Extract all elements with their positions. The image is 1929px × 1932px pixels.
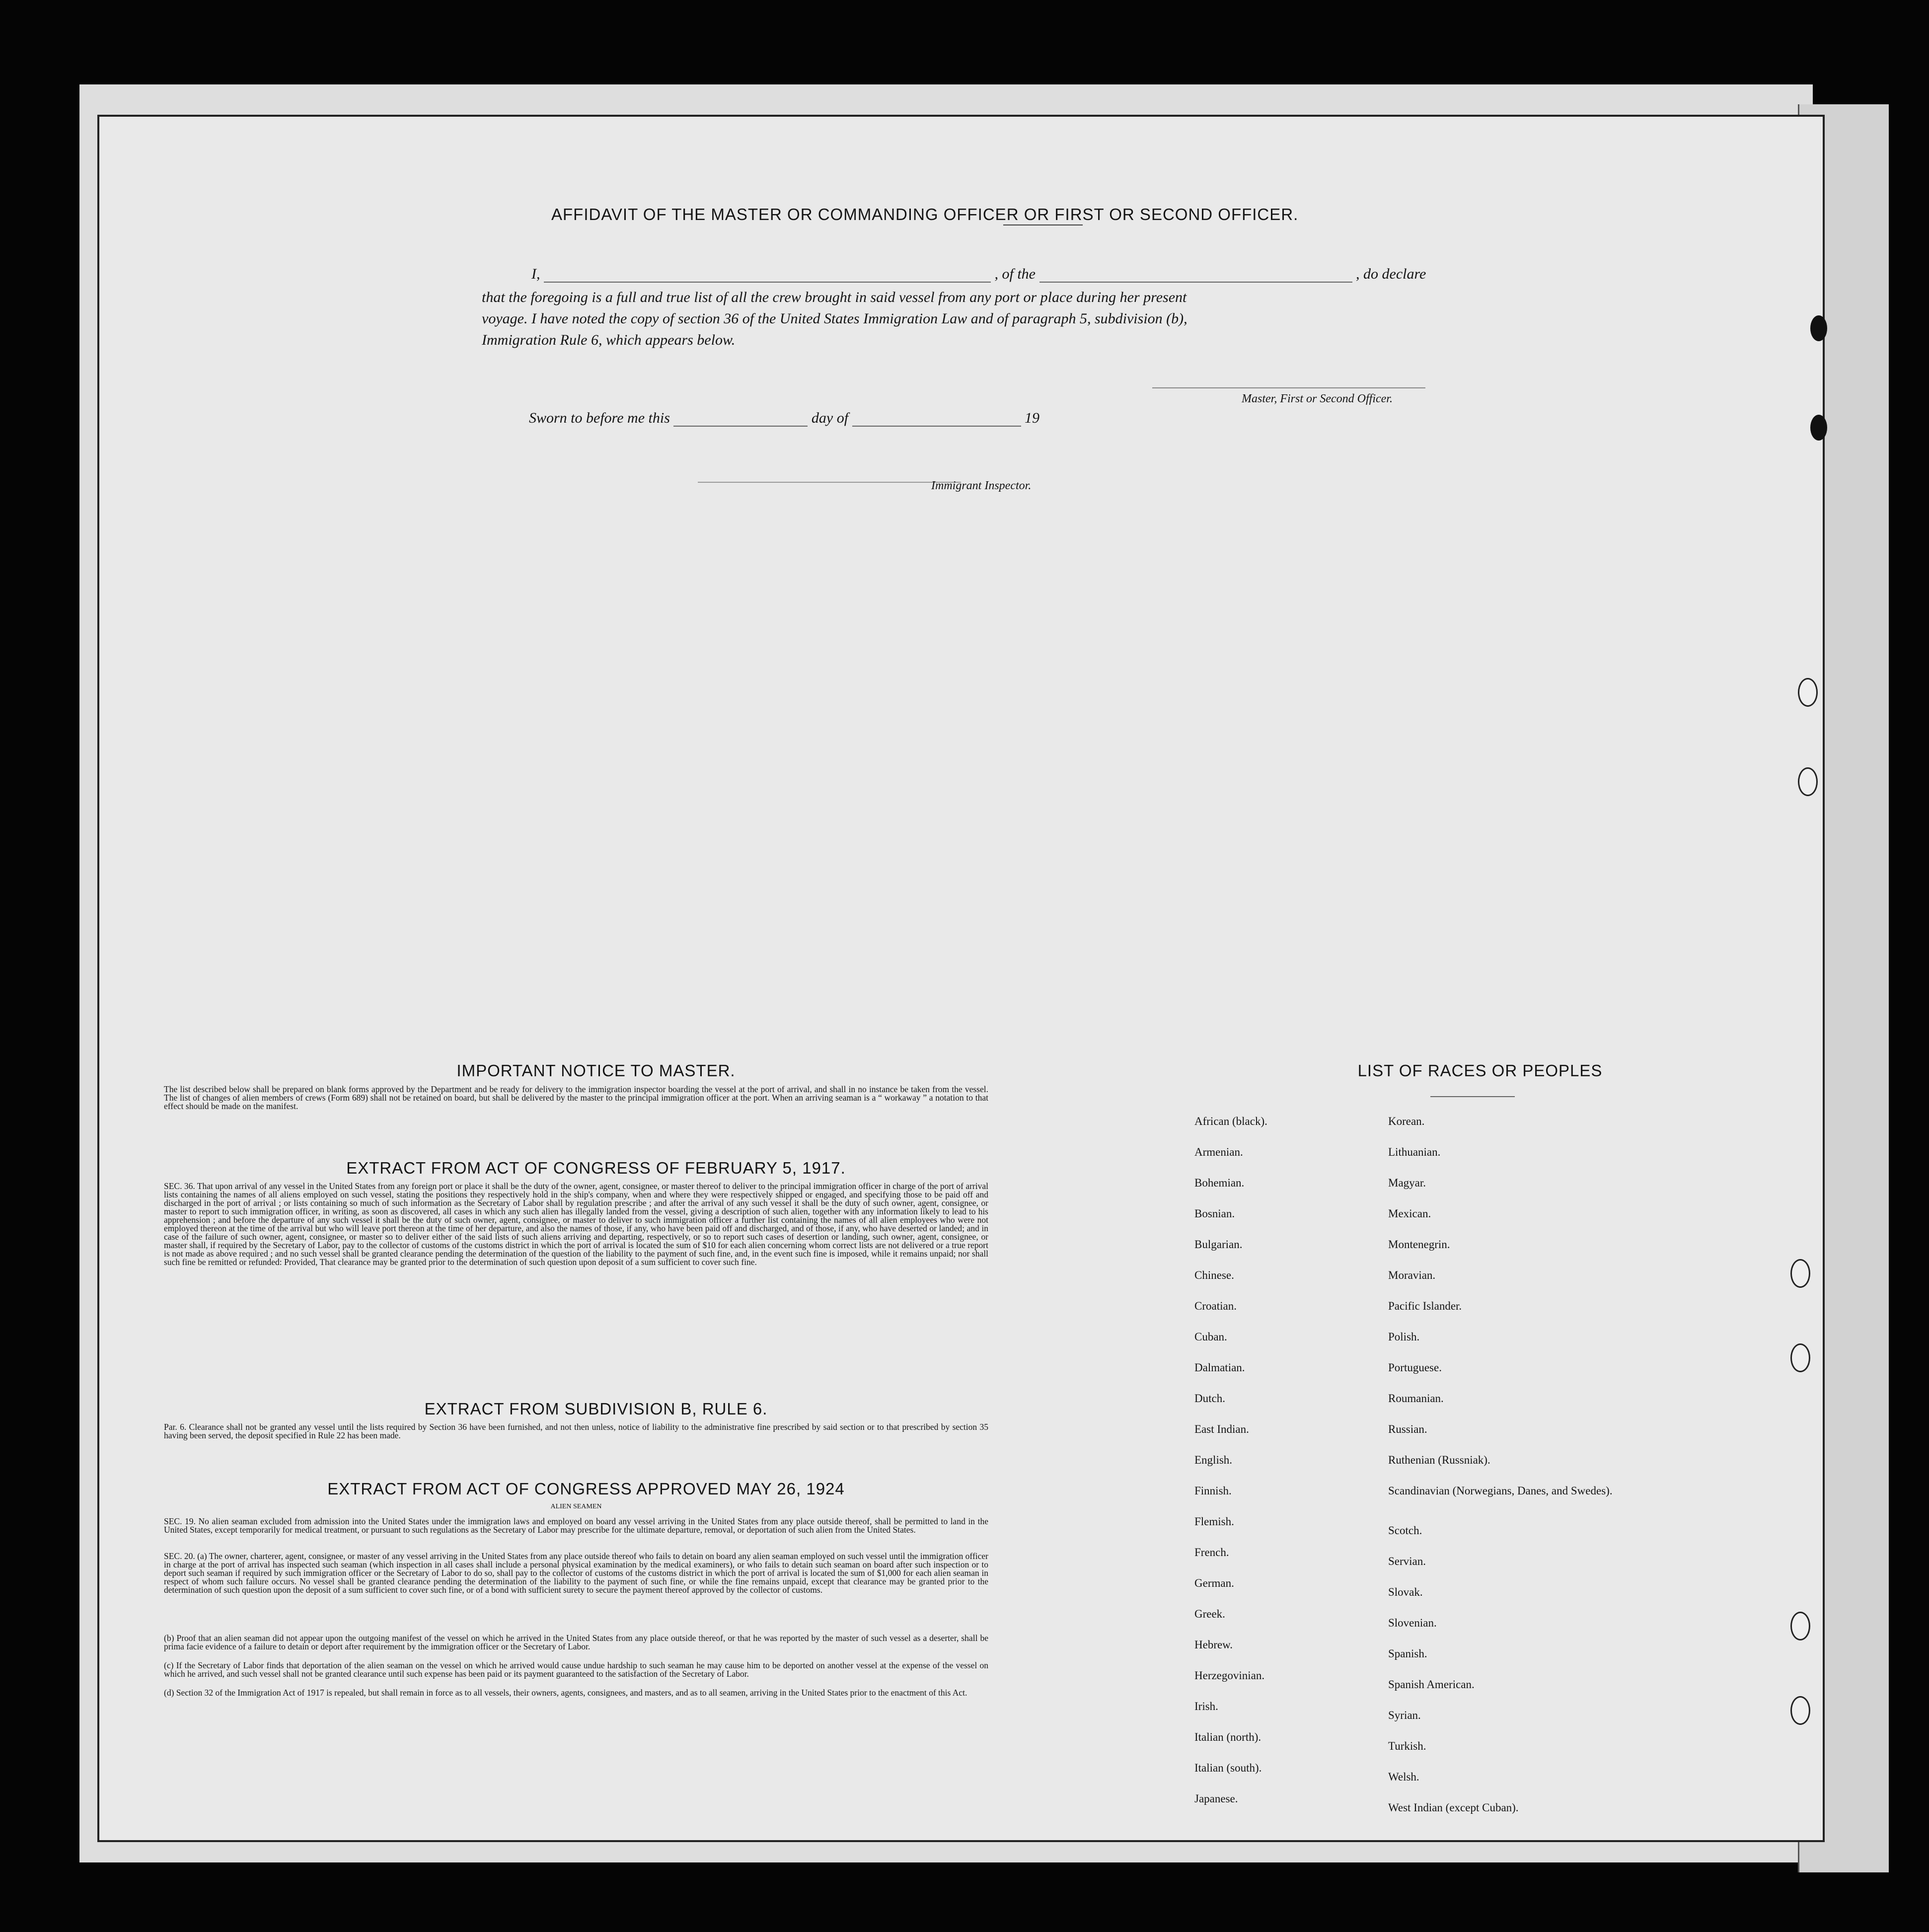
affidavit-line-1 [531, 266, 1426, 283]
binder-hole [1790, 1696, 1810, 1725]
affidavit-line-2: that the foregoing is a full and true list of all the crew brought in said vessel from any port or place during her present [482, 289, 1187, 305]
race-item: English. [1194, 1454, 1233, 1466]
race-item: Syrian. [1388, 1709, 1421, 1721]
race-item: Dalmatian. [1194, 1361, 1245, 1374]
extract-1917-title: EXTRACT FROM ACT OF CONGRESS OF FEBRUARY 5, 1917. [346, 1159, 846, 1177]
race-item: Cuban. [1194, 1331, 1227, 1343]
extract-1924-sec20b: (b) Proof that an alien seaman did not appear upon the outgoing manifest of the vessel on which he arrived in the United States from any place outside thereof, or that he was reported by the master of such vessel as a deserter, shall be prima facie evidence of a failure to detain or deport after requirement by the immigration officer or the Secretary of Labor. [164, 1633, 988, 1651]
race-item: Herzegovinian. [1194, 1669, 1265, 1682]
sworn-label: Sworn to before me this [529, 410, 670, 426]
race-item: East Indian. [1194, 1423, 1249, 1435]
binder-hole [1798, 767, 1818, 796]
races-column-1 [1194, 1114, 1363, 1822]
extract-rule6-title: EXTRACT FROM SUBDIVISION B, RULE 6. [424, 1400, 768, 1418]
binder-hole [1798, 678, 1818, 707]
declare-label: , do declare [1356, 266, 1426, 282]
extract-1924-sec20a: SEC. 20. (a) The owner, charterer, agent, consignee, or master of any vessel arriving in the United States from any place outside thereof who fails to detain on board any alien seaman employed on such vessel until the immigration officer in charge at the port of arrival has inspected such seaman (which inspection in all cases shall include a personal physical examination by the medical examiners), or who fails to detain such seaman on board after such inspection or to deport such seaman if required by such immigration officer or the Secretary of Labor to do so, shall pay to the collector of customs of the customs district in which the port of arrival is located the sum of $1,000 for each alien seaman in respect of whom such failure occurs. No vessel shall be granted clearance pending the determination of the liability to the payment of such fine, or while the fine remains unpaid, except that clearance may be granted prior to the determination of such question upon the deposit of a sum sufficient to cover such fine, or of a bond with sufficient surety to secure the payment thereof approved by the collector of customs. [164, 1551, 988, 1595]
races-title: LIST OF RACES OR PEOPLES [1357, 1061, 1603, 1080]
binder-hole [1790, 1612, 1810, 1640]
race-item: Servian. [1388, 1555, 1426, 1567]
race-item: Slovak. [1388, 1586, 1423, 1598]
races-title-underline [1430, 1096, 1515, 1097]
race-item: Dutch. [1194, 1392, 1225, 1405]
signature-line[interactable] [1152, 387, 1425, 388]
race-item: Croatian. [1194, 1300, 1237, 1312]
notice-text: The list described below shall be prepared on blank forms approved by the Department and be ready for delivery to the immigration inspector boarding the vessel at the port of arrival, and shall in no instance be taken from the vessel. The list of changes of alien members of crews (Form 689) shall not be retained on board, but shall be delivered by the master to the principal immigration officer at the port. When an arriving seaman is a “ workaway ” a notation to that effect should be made on the manifest. [164, 1084, 988, 1111]
race-item: Bulgarian. [1194, 1238, 1243, 1251]
binder-hole [1810, 415, 1827, 441]
race-item: Hebrew. [1194, 1638, 1233, 1651]
race-item: Russian. [1388, 1423, 1427, 1435]
race-item: Irish. [1194, 1700, 1218, 1712]
extract-1917-text: SEC. 36. That upon arrival of any vessel in the United States from any foreign port or place it shall be the duty of the owner, agent, consignee, or master thereof to deliver to the principal immigration officer in charge of the port of arrival lists containing the names of all aliens employed on such vessel, stating the positions they respectively hold in the ship's company, when and where they were respectively shipped or engaged, and specifying those to be paid off and discharged in the port of arrival ; or lists containing so much of such information as the Secretary of Labor shall by regulation prescribe ; and after the arrival of any such vessel it shall be the duty of such owner, agent, consignee, or master to report to such immigration officer, in writing, as soon as discovered, all cases in which any such alien has illegally landed from the vessel, giving a description of such alien, together with any information likely to lead to his apprehension ; and before the departure of any such vessel it shall be the duty of such owner, agent, consignee, or master to deliver to such immigration officer a further list containing the names of all alien employees who were not employed thereon at the time of the arrival but who will leave port thereon at the time of her departure, and also the names of those, if any, who have been paid off and discharged, and of those, if any, who have deserted or landed; and in case of the failure of such owner, agent, consignee, or master so to deliver either of the said lists of such aliens arriving and departing, respectively, or so to report such cases of desertion or landing, such owner, agent, consignee, or master shall, if required by the Secretary of Labor, pay to the collector of customs of the customs district in which the port of arrival is located the sum of $10 for each alien concerning whom correct lists are not delivered or a true report is not made as above required ; and no such vessel shall be granted clearance pending the determination of the question of the liability to the payment of such fine, and, in the event such fine is imposed, while it remains unpaid; nor shall such fine be remitted or refunded: Provided, That clearance may be granted prior to the determination of such question upon deposit of a sum sufficient to cover such fine. [164, 1181, 988, 1267]
race-item: Roumanian. [1388, 1392, 1444, 1405]
race-item: Mexican. [1388, 1207, 1431, 1220]
sworn-month-blank[interactable] [852, 412, 1021, 427]
race-item: Turkish. [1388, 1740, 1426, 1752]
manifest-page [99, 117, 1823, 1840]
race-item: Japanese. [1194, 1792, 1238, 1805]
race-item: Pacific Islander. [1388, 1300, 1462, 1312]
notice-title: IMPORTANT NOTICE TO MASTER. [456, 1061, 736, 1080]
extract-1924-sec19: SEC. 19. No alien seaman excluded from admission into the United States under the immigration laws and employed on board any vessel arriving in the United States from any place outside thereof, shall be permitted to land in the United States, except temporarily for medical treatment, or pursuant to such regulations as the Secretary of Labor may prescribe for the ultimate departure, removal, or deportation of such alien from the United States. [164, 1516, 988, 1535]
race-item: Polish. [1388, 1331, 1420, 1343]
extract-rule6-text: Par. 6. Clearance shall not be granted any vessel until the lists required by Section 36 have been furnished, and not then unless, notice of liability to the administrative fine prescribed by said section or to that prescribed by section 35 having been served, the deposit specified in Rule 22 has been made. [164, 1422, 988, 1440]
race-item: African (black). [1194, 1115, 1267, 1127]
race-item: Magyar. [1388, 1177, 1426, 1189]
race-item: Scandinavian (Norwegians, Danes, and Swedes). [1388, 1485, 1613, 1497]
race-item: Ruthenian (Russniak). [1388, 1454, 1490, 1466]
inspector-signature-line[interactable] [698, 482, 961, 483]
extract-1924-subtitle: ALIEN SEAMEN [550, 1503, 602, 1510]
race-item: Spanish. [1388, 1647, 1427, 1660]
race-item: German. [1194, 1577, 1234, 1589]
year-label: 19 [1025, 410, 1040, 426]
race-item: Lithuanian. [1388, 1146, 1441, 1158]
declarant-label: I, [531, 266, 540, 282]
sworn-line [529, 410, 1039, 427]
race-item: Bosnian. [1194, 1207, 1235, 1220]
extract-1924-sec20c: (c) If the Secretary of Labor finds that deportation of the alien seaman on the vessel on which he arrived would cause undue hardship to such seaman he may cause him to be deported on another vessel at the expense of the vessel on which he arrived, and such vessel shall not be granted clearance until such expense has been paid or its payment guaranteed to the satisfaction of the Secretary of Labor. [164, 1660, 988, 1679]
race-item: French. [1194, 1546, 1229, 1559]
declarant-name-blank[interactable] [544, 268, 991, 283]
affidavit-title: AFFIDAVIT OF THE MASTER OR COMMANDING OFFICER OR FIRST OR SECOND OFFICER. [551, 205, 1299, 223]
signature-caption: Master, First or Second Officer. [1242, 392, 1393, 405]
race-item: Bohemian. [1194, 1177, 1245, 1189]
race-item: Italian (north). [1194, 1731, 1261, 1743]
vessel-name-blank[interactable] [1039, 268, 1352, 283]
extract-1924-title: EXTRACT FROM ACT OF CONGRESS APPROVED MAY 26, 1924 [327, 1480, 845, 1498]
race-item: Italian (south). [1194, 1762, 1262, 1774]
race-item: Scotch. [1388, 1524, 1422, 1537]
race-item: Finnish. [1194, 1485, 1232, 1497]
race-item: Moravian. [1388, 1269, 1436, 1281]
title-underline [1003, 224, 1083, 225]
race-item: Flemish. [1194, 1515, 1234, 1528]
sworn-day-blank[interactable] [673, 412, 808, 427]
race-item: Spanish American. [1388, 1678, 1475, 1691]
race-item: Greek. [1194, 1608, 1225, 1620]
race-item: Montenegrin. [1388, 1238, 1450, 1251]
affidavit-line-4: Immigration Rule 6, which appears below. [482, 332, 736, 348]
binder-hole [1790, 1259, 1810, 1288]
race-item: Slovenian. [1388, 1617, 1437, 1629]
race-item: Armenian. [1194, 1146, 1243, 1158]
binder-hole [1810, 315, 1827, 341]
inspector-caption: Immigrant Inspector. [931, 479, 1032, 492]
race-item: Portuguese. [1388, 1361, 1442, 1374]
affidavit-line-3: voyage. I have noted the copy of section 36 of the United States Immigration Law and of paragraph 5, subdivision (b), [482, 310, 1187, 327]
extract-1924-sec20d: (d) Section 32 of the Immigration Act of 1917 is repealed, but shall remain in force as to all vessels, their owners, agents, consignees, and masters, and as to all seamen, arriving in the United States prior to the enactment of this Act. [164, 1688, 967, 1698]
race-item: Chinese. [1194, 1269, 1234, 1281]
binder-hole [1790, 1343, 1810, 1372]
vessel-label: , of the [994, 266, 1036, 282]
day-of-label: day of [811, 410, 849, 426]
races-column-2 [1388, 1114, 1617, 1831]
race-item: Welsh. [1388, 1771, 1419, 1783]
race-item: West Indian (except Cuban). [1388, 1801, 1519, 1814]
race-item: Korean. [1388, 1115, 1425, 1127]
